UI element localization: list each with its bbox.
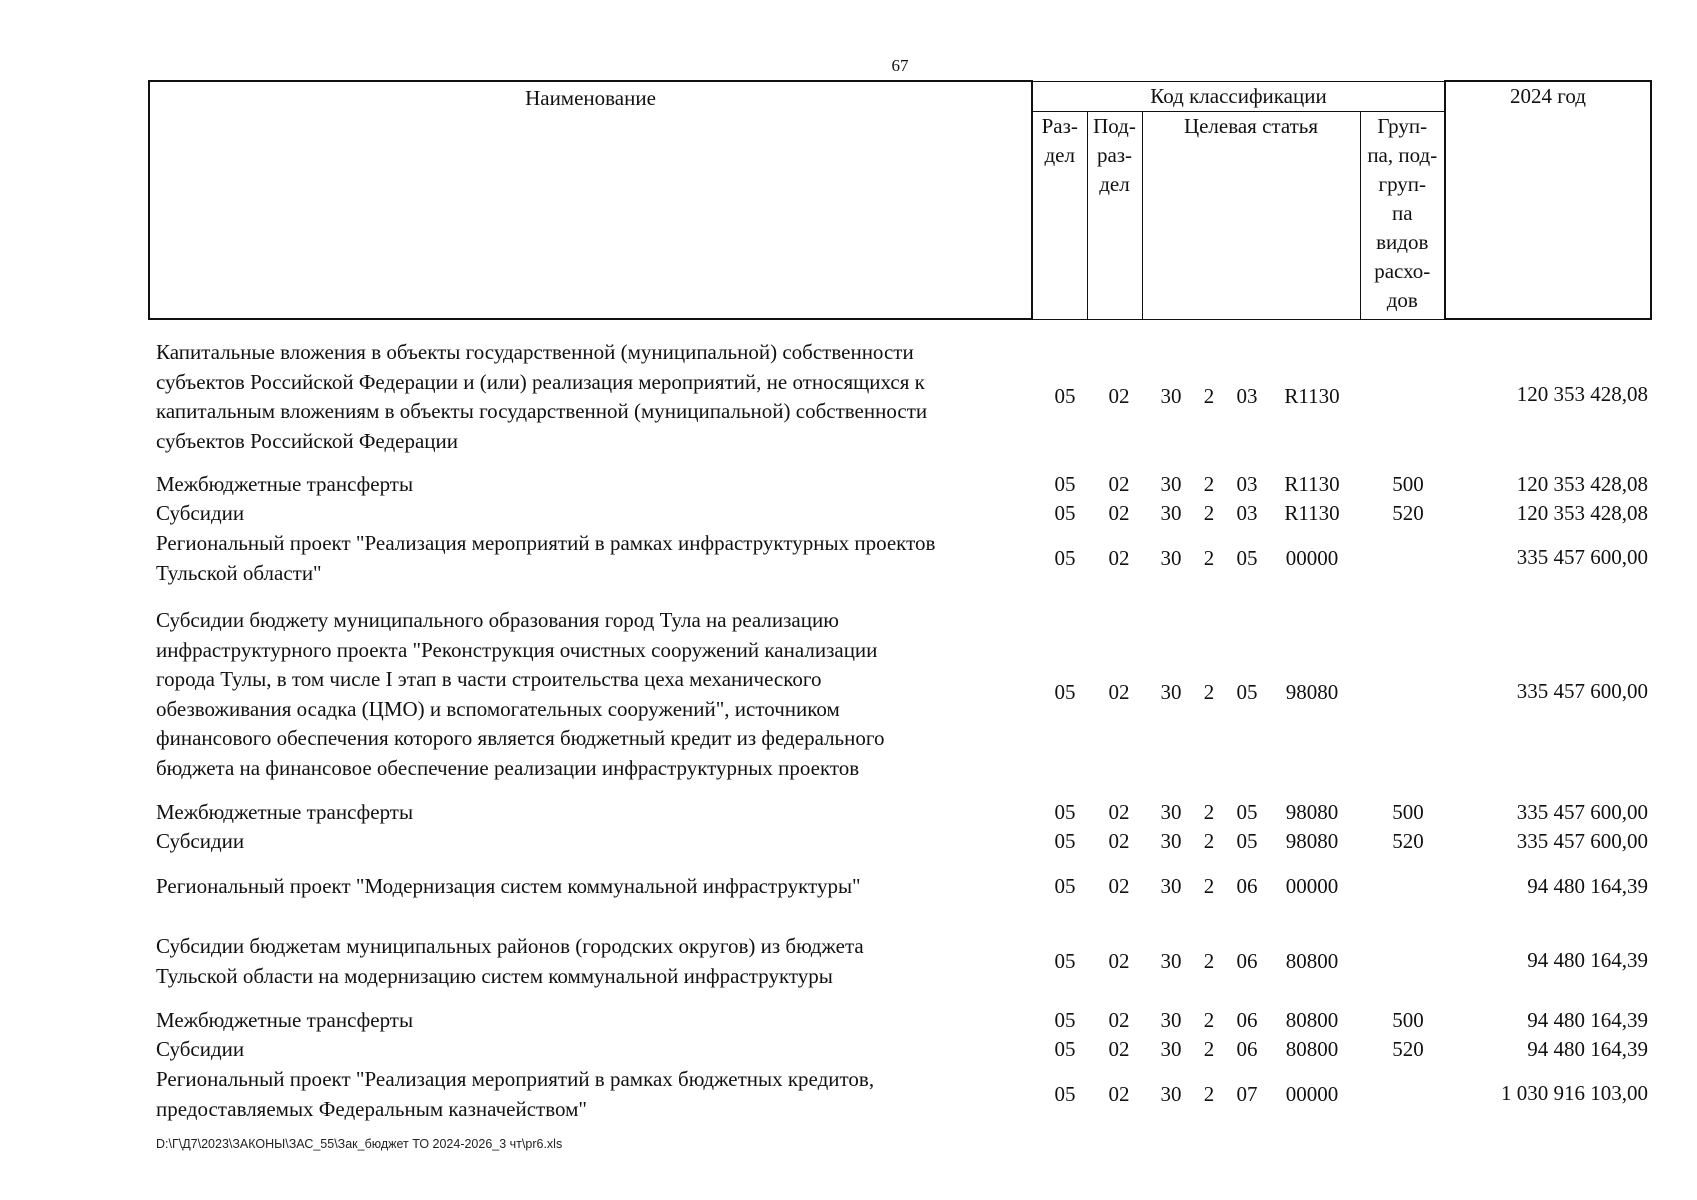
- row-name-line: Межбюджетные трансферты: [156, 800, 414, 824]
- cell-podrazdel: 02: [1108, 546, 1130, 570]
- row-name-line: инфраструктурного проекта "Реконструкция очистных сооружений канализации: [156, 637, 878, 662]
- cell-target-main: 03: [1236, 472, 1258, 496]
- row-name-line: Региональный проект "Реализация мероприятий в рамках бюджетных кредитов,: [156, 1067, 875, 1091]
- cell-target-direction: 80800: [1285, 1037, 1339, 1061]
- cell-sum: 94 480 164,39: [1527, 874, 1648, 898]
- cell-target-type: 2: [1203, 949, 1215, 973]
- header-group-line: груп-: [1378, 171, 1427, 196]
- cell-razdel: 05: [1054, 1082, 1076, 1106]
- cell-target-type: 2: [1203, 472, 1215, 496]
- cell-target-main: 05: [1236, 829, 1258, 853]
- row-name-line: капитальным вложениям в объекты государственной (муниципальной) собственности: [156, 399, 928, 423]
- cell-razdel: 05: [1054, 501, 1076, 525]
- cell-target-direction: 00000: [1285, 1082, 1339, 1106]
- row-name: [156, 1065, 1036, 1124]
- cell-podrazdel: 02: [1108, 949, 1130, 973]
- cell-group: 520: [1392, 501, 1424, 525]
- cell-razdel: 05: [1054, 1008, 1076, 1032]
- cell-target-program: 30: [1160, 384, 1182, 408]
- cell-sum: 335 457 600,00: [1516, 800, 1648, 824]
- cell-target-main: 03: [1236, 501, 1258, 525]
- row-name: [156, 1006, 1036, 1036]
- cell-podrazdel: 02: [1108, 1037, 1130, 1061]
- cell-podrazdel: 02: [1108, 501, 1130, 525]
- cell-target-program: 30: [1160, 1082, 1182, 1106]
- row-name-line: Субсидии: [156, 1037, 245, 1061]
- cell-group: 500: [1392, 472, 1424, 496]
- header-name: Наименование: [149, 81, 1032, 319]
- cell-target-program: 30: [1160, 949, 1182, 973]
- cell-sum: 120 353 428,08: [1516, 382, 1648, 406]
- row-name: [156, 606, 1036, 783]
- cell-razdel: 05: [1054, 1037, 1076, 1061]
- row-name: [156, 872, 1036, 902]
- header-group-line: видов: [1376, 229, 1429, 254]
- header-group-line: дов: [1386, 287, 1418, 312]
- cell-razdel: 05: [1054, 874, 1076, 898]
- header-podrazdel-line: Под-: [1093, 113, 1136, 138]
- row-name-line: предоставляемых Федеральным казначейством": [156, 1096, 587, 1121]
- row-name-line: Субсидии бюджетам муниципальных районов (городских округов) из бюджета: [156, 934, 864, 958]
- cell-target-direction: R1130: [1284, 501, 1340, 525]
- row-name: [156, 470, 1036, 500]
- row-name: [156, 932, 1036, 991]
- row-name: [156, 529, 1036, 588]
- cell-sum: 1 030 916 103,00: [1501, 1081, 1648, 1105]
- row-name-line: бюджета на финансовое обеспечение реализации инфраструктурных проектов: [156, 755, 860, 780]
- row-name-line: Региональный проект "Реализация мероприятий в рамках инфраструктурных проектов: [156, 531, 936, 555]
- cell-target-direction: 80800: [1285, 949, 1339, 973]
- cell-podrazdel: 02: [1108, 800, 1130, 824]
- cell-sum: 335 457 600,00: [1516, 545, 1648, 569]
- cell-group: 520: [1392, 1037, 1424, 1061]
- cell-target-program: 30: [1160, 1037, 1182, 1061]
- header-year: 2024 год: [1445, 81, 1651, 319]
- cell-sum: 94 480 164,39: [1527, 1037, 1648, 1061]
- cell-target-direction: R1130: [1284, 384, 1340, 408]
- row-name-line: Тульской области на модернизацию систем коммунальной инфраструктуры: [156, 963, 833, 988]
- cell-target-direction: 80800: [1285, 1008, 1339, 1032]
- cell-target-main: 05: [1236, 680, 1258, 704]
- cell-podrazdel: 02: [1108, 384, 1130, 408]
- header-podrazdel-line: дел: [1099, 171, 1130, 196]
- row-name-line: обезвоживания осадка (ЦМО) и вспомогательных сооружений", источником: [156, 696, 840, 721]
- cell-target-main: 07: [1236, 1082, 1258, 1106]
- header-group-line: расхо-: [1374, 258, 1431, 283]
- cell-target-type: 2: [1203, 1037, 1215, 1061]
- header-group-line: па, под-: [1367, 142, 1438, 167]
- cell-target-main: 03: [1236, 384, 1258, 408]
- cell-target-type: 2: [1203, 501, 1215, 525]
- row-name-line: Межбюджетные трансферты: [156, 1008, 414, 1032]
- cell-group: 500: [1392, 800, 1424, 824]
- row-name: [156, 499, 1036, 529]
- cell-target-program: 30: [1160, 501, 1182, 525]
- row-name: [156, 827, 1036, 857]
- cell-target-program: 30: [1160, 1008, 1182, 1032]
- header-group-line: Груп-: [1377, 113, 1428, 138]
- cell-target-type: 2: [1203, 1008, 1215, 1032]
- cell-target-program: 30: [1160, 680, 1182, 704]
- cell-target-program: 30: [1160, 546, 1182, 570]
- header-target: Целевая статья: [1142, 111, 1360, 319]
- cell-target-main: 06: [1236, 874, 1258, 898]
- header-podrazdel-line: раз-: [1096, 142, 1133, 167]
- header-razdel-line: Раз-: [1041, 113, 1078, 138]
- cell-target-main: 06: [1236, 1008, 1258, 1032]
- cell-target-type: 2: [1203, 680, 1215, 704]
- cell-target-type: 2: [1203, 546, 1215, 570]
- cell-target-direction: 00000: [1285, 874, 1339, 898]
- row-name-line: Субсидии бюджету муниципального образования город Тула на реализацию: [156, 608, 839, 632]
- cell-target-type: 2: [1203, 800, 1215, 824]
- cell-group: 500: [1392, 1008, 1424, 1032]
- cell-target-direction: 98080: [1285, 800, 1339, 824]
- cell-target-direction: 98080: [1285, 829, 1339, 853]
- cell-podrazdel: 02: [1108, 1008, 1130, 1032]
- row-name-line: Субсидии: [156, 829, 245, 853]
- cell-group: 520: [1392, 829, 1424, 853]
- row-name-line: финансового обеспечения которого является бюджетный кредит из федерального: [156, 726, 885, 750]
- cell-razdel: 05: [1054, 800, 1076, 824]
- cell-target-program: 30: [1160, 829, 1182, 853]
- cell-podrazdel: 02: [1108, 472, 1130, 496]
- cell-target-main: 06: [1236, 949, 1258, 973]
- cell-sum: 335 457 600,00: [1516, 829, 1648, 853]
- cell-podrazdel: 02: [1108, 829, 1130, 853]
- header-group-line: па: [1391, 200, 1413, 225]
- row-name-line: Капитальные вложения в объекты государственной (муниципальной) собственности: [156, 340, 914, 364]
- cell-target-type: 2: [1203, 829, 1215, 853]
- cell-target-main: 05: [1236, 546, 1258, 570]
- cell-target-direction: 98080: [1285, 680, 1339, 704]
- cell-razdel: 05: [1054, 829, 1076, 853]
- row-name-line: Тульской области": [156, 560, 322, 585]
- cell-target-program: 30: [1160, 472, 1182, 496]
- row-name-line: Субсидии: [156, 501, 245, 525]
- page-number: 67: [891, 56, 909, 75]
- cell-target-direction: 00000: [1285, 546, 1339, 570]
- cell-target-program: 30: [1160, 874, 1182, 898]
- header-razdel-line: дел: [1044, 142, 1075, 167]
- row-name: [156, 1035, 1036, 1065]
- row-name-line: субъектов Российской Федерации и (или) реализация мероприятий, не относящихся к: [156, 369, 925, 394]
- cell-podrazdel: 02: [1108, 1082, 1130, 1106]
- row-name-line: Региональный проект "Модернизация систем коммунальной инфраструктуры": [156, 874, 861, 898]
- cell-razdel: 05: [1054, 949, 1076, 973]
- row-name: [156, 798, 1036, 828]
- header-code: Код классификации: [1032, 81, 1445, 111]
- cell-sum: 120 353 428,08: [1516, 501, 1648, 525]
- cell-sum: 120 353 428,08: [1516, 472, 1648, 496]
- cell-razdel: 05: [1054, 680, 1076, 704]
- cell-podrazdel: 02: [1108, 874, 1130, 898]
- cell-razdel: 05: [1054, 546, 1076, 570]
- cell-razdel: 05: [1054, 472, 1076, 496]
- cell-sum: 94 480 164,39: [1527, 1008, 1648, 1032]
- row-name: [156, 338, 1036, 456]
- cell-target-main: 06: [1236, 1037, 1258, 1061]
- footer-file-path: D:\Г\Д7\2023\ЗАКОНЫ\ЗАС_55\Зак_бюджет ТО 2024-2026_3 чт\pr6.xls: [156, 1137, 563, 1151]
- cell-target-type: 2: [1203, 384, 1215, 408]
- cell-target-main: 05: [1236, 800, 1258, 824]
- cell-razdel: 05: [1054, 384, 1076, 408]
- cell-sum: 335 457 600,00: [1516, 679, 1648, 703]
- cell-target-type: 2: [1203, 1082, 1215, 1106]
- row-name-line: Межбюджетные трансферты: [156, 472, 414, 496]
- cell-target-program: 30: [1160, 800, 1182, 824]
- row-name-line: субъектов Российской Федерации: [156, 428, 459, 453]
- row-name-line: города Тулы, в том числе I этап в части строительства цеха механического: [156, 667, 822, 691]
- cell-target-direction: R1130: [1284, 472, 1340, 496]
- cell-podrazdel: 02: [1108, 680, 1130, 704]
- cell-sum: 94 480 164,39: [1527, 948, 1648, 972]
- cell-target-type: 2: [1203, 874, 1215, 898]
